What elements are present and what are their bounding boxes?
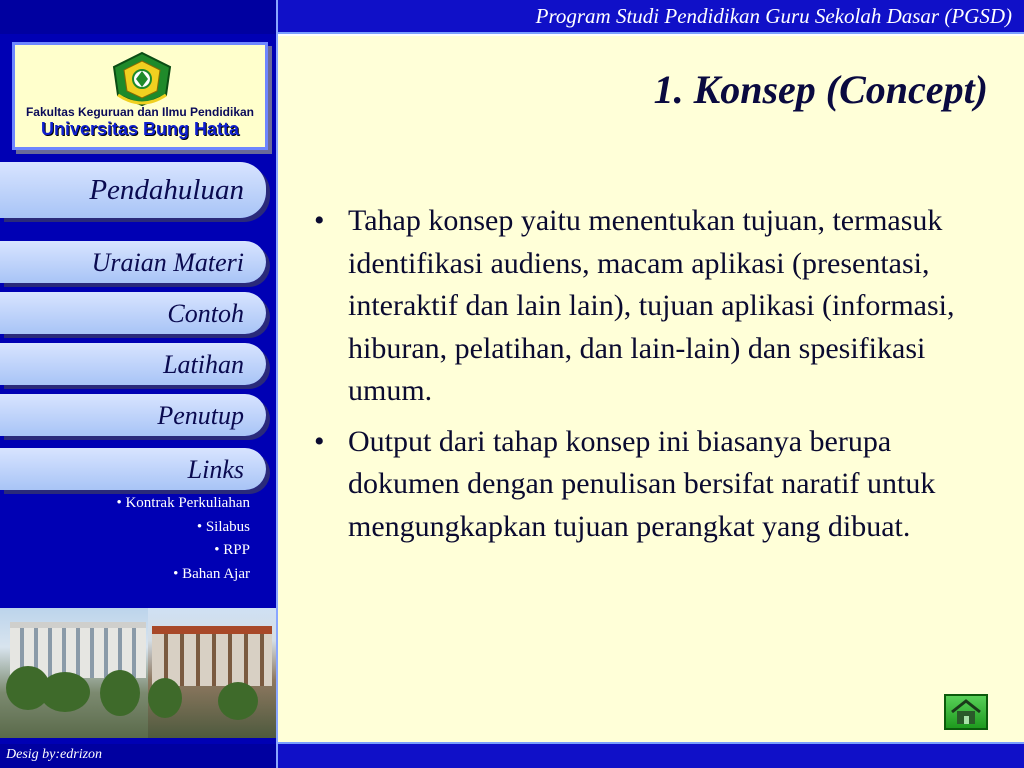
header-left-block — [0, 0, 278, 34]
nav-uraian-materi[interactable]: Uraian Materi — [0, 241, 266, 283]
sidebar — [0, 34, 278, 744]
bottom-bar — [278, 742, 1024, 768]
university-name: Universitas Bung Hatta — [40, 119, 240, 139]
campus-photo-right — [148, 608, 276, 738]
campus-photo — [0, 608, 276, 738]
slide-content — [278, 36, 1024, 742]
bullet-text: Tahap konsep yaitu menentukan tujuan, termasuk identifikasi audiens, macam aplikasi (presentasi, interaktif dan lain lain), tujuan aplikasi (informasi, hiburan, pelatihan, dan lain-lain) dan spesifikasi umum. — [348, 204, 955, 407]
nav-pendahuluan[interactable]: Pendahuluan — [0, 162, 266, 218]
bullet-text: Output dari tahap konsep ini biasanya berupa dokumen dengan penulisan bersifat naratif untuk mengungkapkan tujuan perangkat yang dibuat. — [348, 424, 936, 543]
faculty-name: Fakultas Keguruan dan Ilmu Pendidikan — [25, 105, 255, 119]
nav-links[interactable]: Links — [0, 448, 266, 490]
link-silabus[interactable]: • Silabus — [196, 519, 250, 535]
bullet-dot: • — [314, 424, 325, 458]
bullet-list — [308, 200, 998, 556]
bullet-item — [308, 200, 998, 413]
campus-tree — [148, 678, 182, 718]
slide-title: 1. Konsep (Concept) — [653, 67, 988, 112]
bullet-item — [308, 421, 998, 549]
link-bahan-ajar[interactable]: • Bahan Ajar — [173, 566, 250, 582]
campus-tree — [100, 670, 140, 716]
bullet-dot: • — [314, 204, 325, 237]
campus-building-right — [152, 626, 272, 686]
university-logo — [12, 42, 268, 150]
home-icon — [946, 696, 986, 728]
link-kontrak-perkuliahan[interactable]: • Kontrak Perkuliahan — [116, 495, 250, 511]
campus-photo-left — [0, 608, 148, 738]
campus-tree — [40, 672, 90, 712]
nav-contoh[interactable]: Contoh — [0, 292, 266, 334]
nav-penutup[interactable]: Penutup — [0, 394, 266, 436]
link-rpp[interactable]: • RPP — [214, 542, 250, 558]
program-title: Program Studi Pendidikan Guru Sekolah Dasar (PGSD) — [535, 4, 1012, 28]
top-header-bar — [0, 0, 1024, 34]
campus-tree — [218, 682, 258, 720]
design-credit: Desig by:edrizon — [0, 744, 278, 768]
nav-latihan[interactable]: Latihan — [0, 343, 266, 385]
university-crest-icon — [110, 51, 174, 107]
home-button[interactable] — [944, 694, 988, 730]
